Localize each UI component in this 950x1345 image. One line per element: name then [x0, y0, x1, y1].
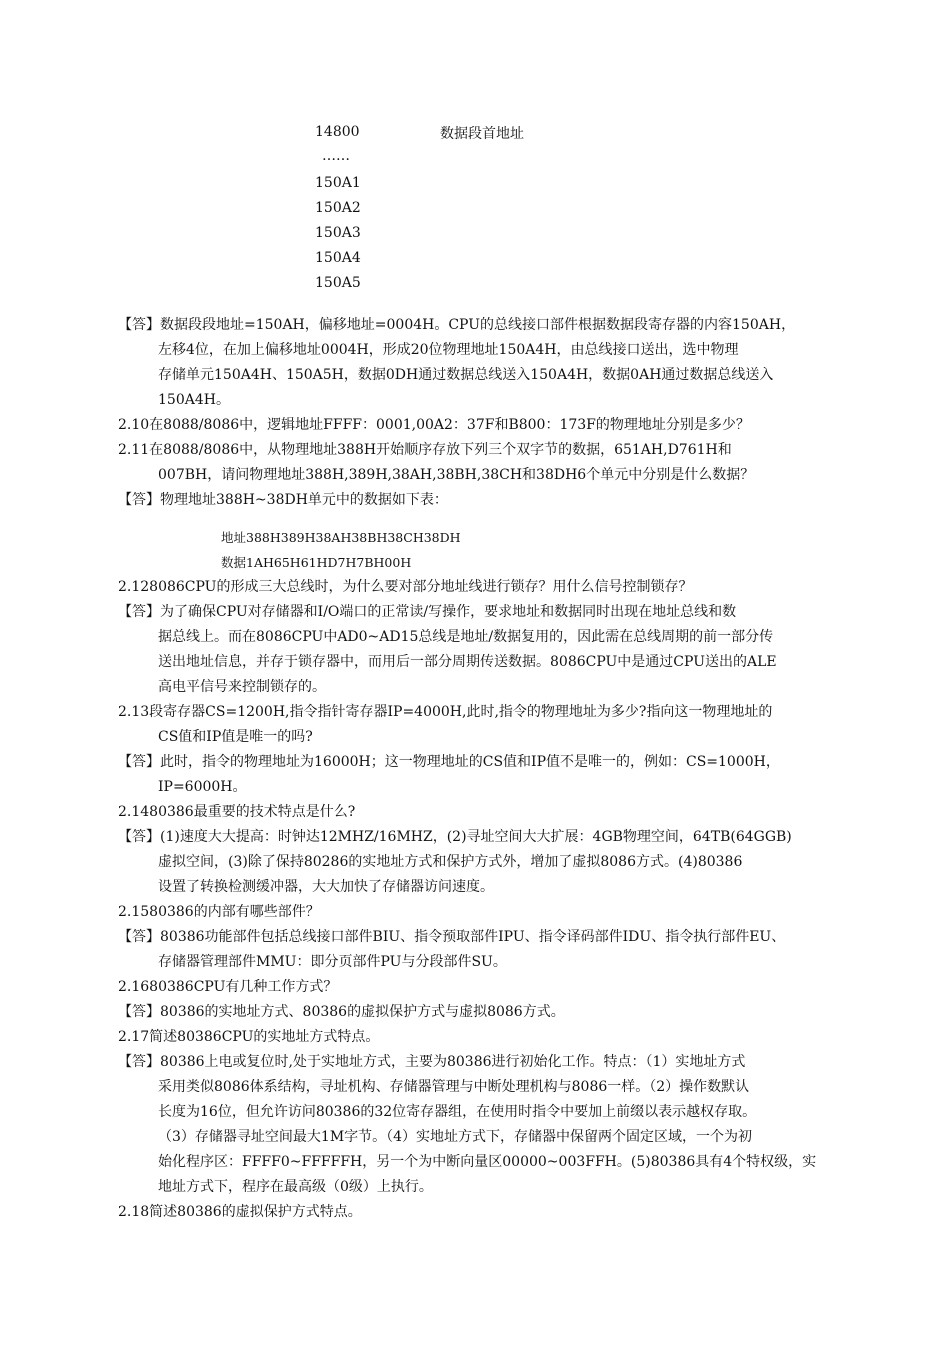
- table-row: 地址388H389H38AH38BH38CH38DH: [221, 530, 461, 545]
- memory-address: 150A2: [315, 200, 361, 216]
- text-line: IP=6000H。: [158, 779, 247, 795]
- text-line: 高电平信号来控制锁存的。: [158, 679, 326, 695]
- text-line: 【答】此时，指令的物理地址为16000H；这一物理地址的CS值和IP值不是唯一的，例如：CS=1000H，: [118, 754, 780, 770]
- text-line: 虚拟空间，(3)除了保持80286的实地址方式和保护方式外，增加了虚拟8086方式。(4)80386: [158, 854, 743, 870]
- memory-address: 150A1: [315, 175, 361, 191]
- text-line: 【答】(1)速度大大提高：时钟达12MHZ/16MHZ，(2)寻址空间大大扩展：4GB物理空间，64TB(64GGB): [118, 829, 792, 845]
- text-line: 2.10在8088/8086中，逻辑地址FFFF：0001,00A2：37F和B800：173F的物理地址分别是多少？: [118, 417, 750, 433]
- text-line: 设置了转换检测缓冲器，大大加快了存储器访问速度。: [158, 879, 494, 895]
- text-line: 地址方式下，程序在最高级（0级）上执行。: [158, 1179, 433, 1195]
- text-line: 始化程序区：FFFF0~FFFFFH，另一个为中断向量区00000~003FFH。(5)80386具有4个特权级，实: [158, 1154, 817, 1170]
- text-line: 2.1680386CPU有几种工作方式？: [118, 979, 338, 995]
- memory-address: 150A4: [315, 250, 361, 266]
- text-line: 【答】为了确保CPU对存储器和I/O端口的正常读/写操作，要求地址和数据同时出现在地址总线和数: [118, 604, 737, 620]
- memory-address: 14800: [315, 124, 360, 140]
- text-line: 007BH，请问物理地址388H,389H,38AH,38BH,38CH和38DH6个单元中分别是什么数据？: [158, 467, 755, 483]
- text-line: 150A4H。: [158, 392, 230, 408]
- text-line: 送出地址信息，并存于锁存器中，而用后一部分周期传送数据。8086CPU中是通过CPU送出的ALE: [158, 654, 777, 670]
- text-line: 2.18简述80386的虚拟保护方式特点。: [118, 1204, 362, 1220]
- memory-address: 150A3: [315, 225, 361, 241]
- text-line: 【答】物理地址388H~38DH单元中的数据如下表：: [118, 492, 448, 508]
- text-line: 2.128086CPU的形成三大总线时，为什么要对部分地址线进行锁存？用什么信号控制锁存？: [118, 579, 693, 595]
- spacer: [118, 513, 838, 525]
- text-line: 存储器管理部件MMU：即分页部件PU与分段部件SU。: [158, 954, 507, 970]
- text-line: CS值和IP值是唯一的吗?: [158, 729, 313, 745]
- table-row: 数据1AH65H61HD7H7BH00H: [221, 555, 412, 570]
- memory-address: 150A5: [315, 275, 361, 291]
- data-segment-label: 数据段首地址: [440, 126, 524, 142]
- document-body: [118, 313, 838, 1225]
- text-line: 2.1480386最重要的技术特点是什么?: [118, 804, 356, 820]
- text-line: 存储单元150A4H、150A5H，数据0DH通过数据总线送入150A4H，数据0AH通过数据总线送入: [158, 367, 774, 383]
- text-line: 2.11在8088/8086中，从物理地址388H开始顺序存放下列三个双字节的数据，651AH,D761H和: [118, 442, 732, 458]
- text-line: 2.17简述80386CPU的实地址方式特点。: [118, 1029, 380, 1045]
- text-line: 【答】80386功能部件包括总线接口部件BIU、指令预取部件IPU、指令译码部件IDU、指令执行部件EU、: [118, 929, 786, 945]
- memory-ellipsis: ……: [322, 148, 350, 164]
- text-line: 采用类似8086体系结构，寻址机构、存储器管理与中断处理机构与8086一样。（2）操作数默认: [158, 1079, 750, 1095]
- text-line: 长度为16位，但允许访问80386的32位寄存器组，在使用时指令中要加上前缀以表示越权存取。: [158, 1104, 757, 1120]
- text-line: 2.1580386的内部有哪些部件？: [118, 904, 320, 920]
- text-line: 据总线上。而在8086CPU中AD0~AD15总线是地址/数据复用的，因此需在总线周期的前一部分传: [158, 629, 774, 645]
- text-line: 【答】数据段段地址=150AH，偏移地址=0004H。CPU的总线接口部件根据数据段寄存器的内容150AH，: [118, 317, 796, 333]
- text-line: 2.13段寄存器CS=1200H,指令指针寄存器IP=4000H,此时,指令的物理地址为多少?指向这一物理地址的: [118, 704, 773, 720]
- text-line: 【答】80386上电或复位时,处于实地址方式，主要为80386进行初始化工作。特点：（1）实地址方式: [118, 1054, 746, 1070]
- text-line: 【答】80386的实地址方式、80386的虚拟保护方式与虚拟8086方式。: [118, 1004, 565, 1020]
- text-line: （3）存储器寻址空间最大1M字节。（4）实地址方式下，存储器中保留两个固定区域，一个为初: [158, 1129, 753, 1145]
- text-line: 左移4位，在加上偏移地址0004H，形成20位物理地址150A4H，由总线接口送出，选中物理: [158, 342, 739, 358]
